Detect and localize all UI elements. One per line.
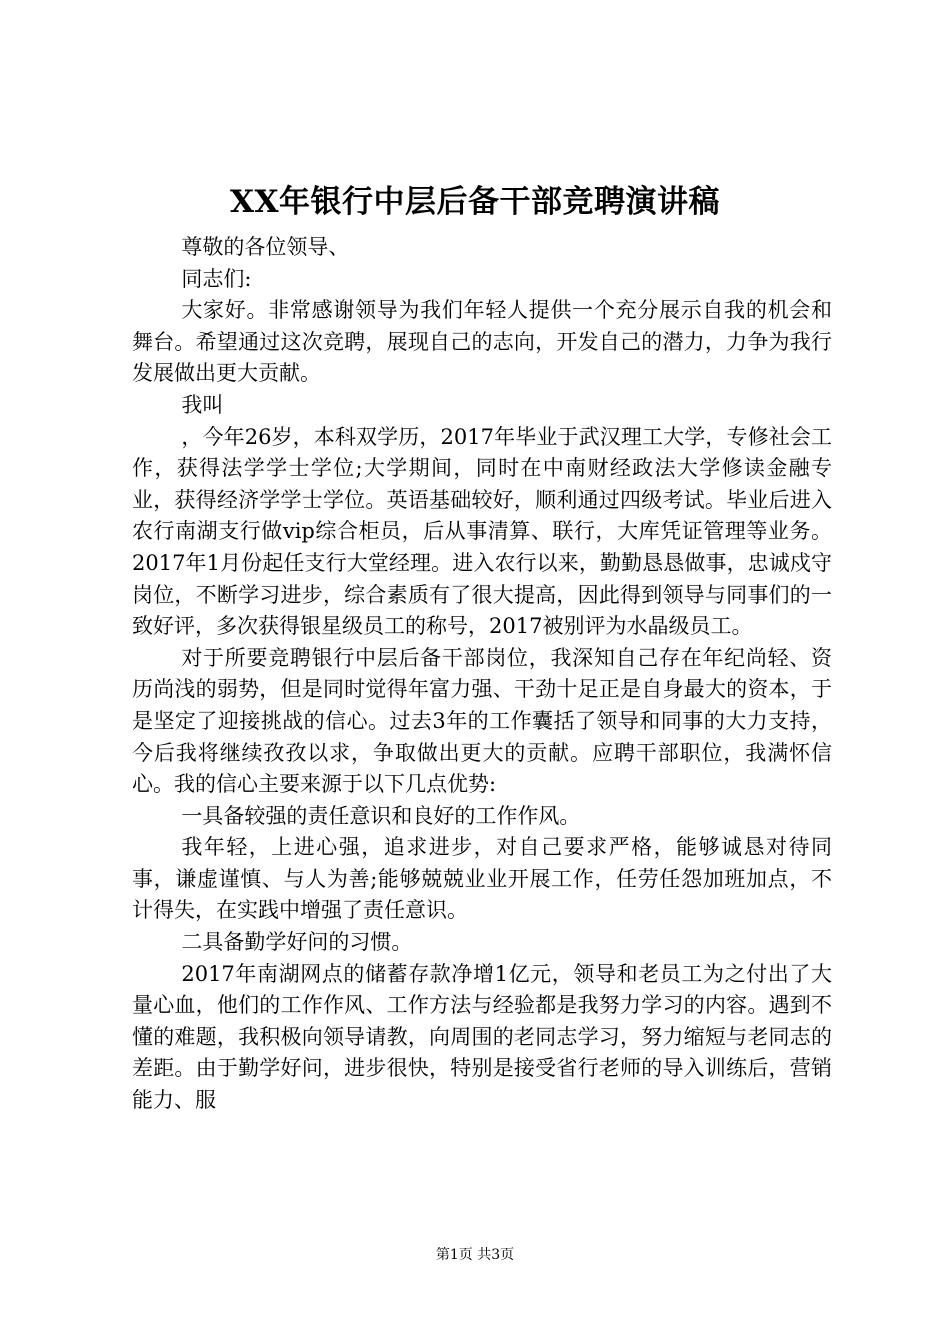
salutation-line-1: 尊敬的各位领导、 [181, 235, 350, 259]
document-body [132, 232, 832, 1117]
paragraph-name: 我叫 [181, 392, 224, 417]
paragraph-point-1-heading: 一具备较强的责任意识和良好的工作作风。 [181, 803, 581, 828]
salutation-line-2: 同志们: [181, 266, 252, 291]
paragraph-background: ，今年26岁，本科双学历，2017年毕业于武汉理工大学，专修社会工作，获得法学学士学位;大学期间，同时在中南财经政法大学修读金融专业，获得经济学学士学位。英语基础较好，顺利通过四级考试。毕业后进入农行南湖支行做vip综合柜员，后从事清算、联行，大库凭证管理等业务。2017年1月份起任支行大堂经理。进入农行以来，勤勤恳恳做事，忠诚戍守岗位，不断学习进步，综合素质有了很大提高，因此得到领导与同事们的一致好评，多次获得银星级员工的称号，2017被别评为水晶级员工。 [132, 424, 832, 639]
paragraph-point-1-body: 我年轻，上进心强，追求进步，对自己要求严格，能够诚恳对待同事，谦虚谨慎、与人为善;能够兢兢业业开展工作，任劳任怨加班加点，不计得失，在实践中增强了责任意识。 [132, 835, 832, 923]
paragraph-motivation: 对于所要竞聘银行中层后备干部岗位，我深知自己存在年纪尚轻、资历尚浅的弱势，但是同时觉得年富力强、干劲十足正是自身最大的资本，于是坚定了迎接挑战的信心。过去3年的工作囊括了领导和同事的大力支持，今后我将继续孜孜以求，争取做出更大的贡献。应聘干部职位，我满怀信心。我的信心主要来源于以下几点优势: [132, 645, 832, 797]
page-number-footer: 第1页 共3页 [435, 1247, 515, 1263]
document-title: XX年银行中层后备干部竞聘演讲稿 [229, 184, 721, 220]
paragraph-point-2-body: 2017年南湖网点的储蓄存款净增1亿元，领导和老员工为之付出了大量心血，他们的工作作风、工作方法与经验都是我努力学习的内容。遇到不懂的难题，我积极向领导请教，向周围的老同志学习，努力缩短与老同志的差距。由于勤学好问，进步很快，特别是接受省行老师的导入训练后，营销能力、服 [132, 961, 832, 1113]
paragraph-greeting: 大家好。非常感谢领导为我们年轻人提供一个充分展示自我的机会和舞台。希望通过这次竞聘，展现自己的志向，开发自己的潜力，力争为我行发展做出更大贡献。 [132, 298, 832, 386]
paragraph-point-2-heading: 二具备勤学好问的习惯。 [181, 930, 413, 955]
